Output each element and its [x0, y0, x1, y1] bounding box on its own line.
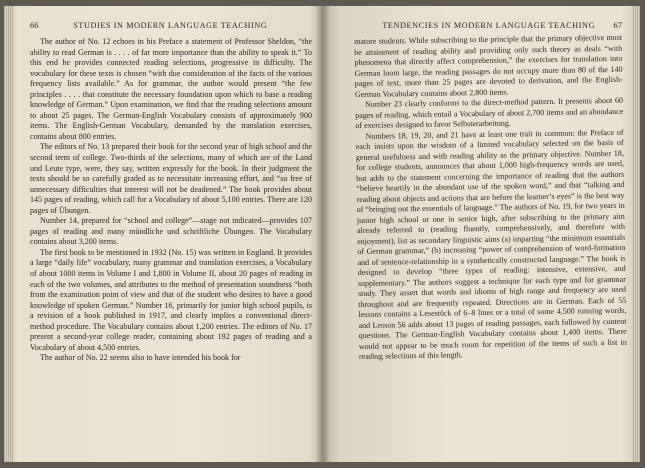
right-running-head: TENDENCIES IN MODERN LANGUAGE TEACHING: [382, 21, 596, 30]
book-gutter: [316, 6, 330, 462]
paragraph: The author of No. 22 seems also to have intended his book for: [40, 353, 241, 363]
right-page: [322, 6, 640, 462]
left-page: [4, 6, 322, 462]
paragraph: Number 23 clearly conforms to the direct-method pattern. It presents about 60 pages of reading, which entail a Vocabulary of about 2,700 items and an abundance of exercises designed to favor Selbsterarbeitung.: [355, 95, 624, 130]
left-page-header: [30, 20, 312, 30]
right-page-number: 67: [613, 20, 622, 30]
left-page-body: [30, 37, 312, 364]
left-page-number: 66: [30, 20, 39, 30]
left-page-edges: [4, 6, 14, 462]
left-running-head: STUDIES IN MODERN LANGUAGE TEACHING: [73, 21, 268, 30]
right-page-edges: [632, 6, 640, 462]
paragraph: The first book to be mentioned in 1932 (No. 15) was written in England. It provides a large “daily life” vocabulary, many grammar and translation exercises, a Vocabulary of about 1000 items in Volume I and 1,800 in Volume II, about 20 pages of reading in each of the two volumes, and attributes to the method of presentation soundness “both from the examination point of view and that of the student who desires to have a good knowledge of spoken German.” Number 16, primarily for junior high school pupils, is a revision of a book published in 1917, and clearly implies a conventional direct-method procedure. The Vocabulary contains about 1,200 entries. The editors of No. 17 present a second-year college reader, containing about 192 pages of reading and a Vocabulary of about 4,500 entries.: [30, 247, 312, 352]
paragraph: mature students. While subscribing to the principle that the primary objective must be attainment of reading ability and providing only such theory as deals “with phenomena that directly affect comprehension,” the exercises for translation into German loom large, the reading passages do not occupy more than 80 of the 140 pages of text, more than 25 pages are devoted to derivation, and the English-German Vocabulary contains about 2,800 items.: [354, 32, 623, 99]
paragraph: Number 14, prepared for “school and college”—stage not indicated—provides 107 pages of reading and many mündliche und schriftliche Übungen. The Vocabulary contains about 3,200 items.: [30, 216, 312, 247]
paragraph: Numbers 18, 19, 20, and 21 have at least one trait in common: the Preface of each insists upon the wisdom of a limited vocabulary selected on the basis of general usefulness and with reading ability as the primary objective. Number 18, for college students, announces that about 1,000 high-frequency words are used, but adds to the statement concerning the importance of reading that the authors “believe heartily in the abundant use of the spoken word,” and that “talking and reading about objects and actions that are before the learner’s eyes” is the best way of “bringing out the essentials of language.” The authors of No. 19, for two years in junior high school or one in senior high, after subscribing to the primary aim already referred to (reading fluently, comprehensively, and therefore with enjoyment), list as secondary linguistic aims (a) imparting “the minimum essentials of German grammar,” (b) increasing “power of comprehension of word-formation and of sentence-relationship in a synthetically constructed language.” The book is designed to develop “three types of reading: intensive, extensive, and supplementary.” The authors suggest a technique for each type and for grammar study. They assert that words and idioms of high range and frequency are used throughout and are frequently repeated. Directions are in German. Each of 55 lessons contains a Lesestück of 6–8 lines or a total of some 4,500 running words, and Lesson 56 adds about 13 pages of reading passages, each followed by content questions. The German-English Vocabulary contains about 1,400 items. There would not appear to be much room for repetition of the items of such a list in reading selections of this length.: [355, 127, 627, 361]
right-page-body: [354, 33, 627, 363]
paragraph: The author of No. 12 echoes in his Preface a statement of Professor Sheldon, “the ability to read German is . . . . of far more importance than the ability to speak it.” To this end he provides connected reading selections, progressive in difficulty. The vocabulary for these texts is chosen “with due consideration of the facts of the various frequency lists available.” As for grammar, the author would present “the few principles . . . . that constitute the necessary foundation upon which to base a reading knowledge of German.” Upon examination, we find that the reading selections amount to about 25 pages. The German-English Vocabulary consists of approximately 900 items. The English-German Vocabulary, demanded by the translation exercises, contains about 800 entries.: [30, 37, 312, 141]
paragraph: The editors of No. 13 prepared their book for the second year of high school and the second term of college. Two-thirds of the selections, many of which are of the Land und Leute type, were, they say, written expressly for the book. In their judgment the texts should be so carefully graded as to necessitate increasing effort, and “so free of unnecessary difficulties that interest will not be deadened.” The book provides about 145 pages of reading, which call for a Vocabulary of about 5,100 entries. There are 120 pages of Übungen.: [30, 142, 312, 215]
right-page-header: [354, 20, 622, 30]
